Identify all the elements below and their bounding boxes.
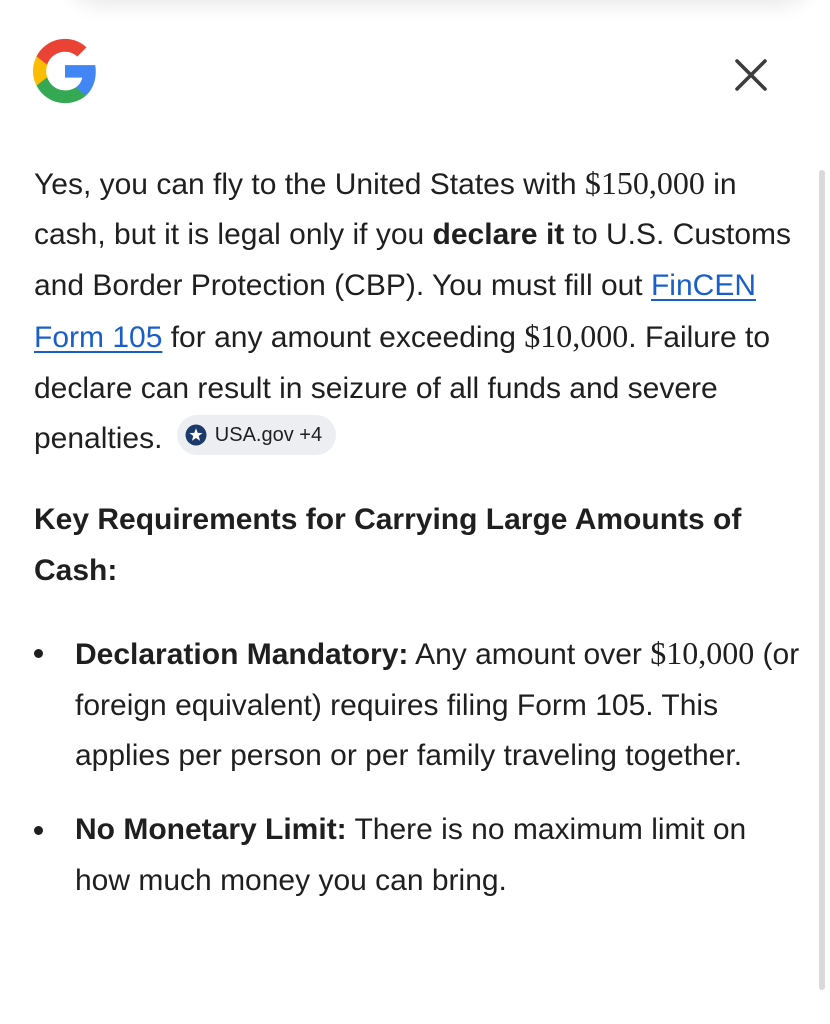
- google-g-icon: [30, 36, 100, 106]
- item-title: No Monetary Limit:: [75, 813, 347, 847]
- source-chip-label: USA.gov +4: [214, 424, 323, 447]
- answer-text: Yes, you can fly to the United States with: [34, 168, 585, 201]
- requirements-list: [34, 628, 804, 906]
- ai-answer-content: [34, 158, 804, 930]
- item-title: Declaration Mandatory:: [75, 638, 409, 672]
- fincen-form-105-link[interactable]: FinCEN Form 105: [34, 268, 756, 355]
- section-heading: Key Requirements for Carrying Large Amounts of Cash:: [34, 503, 742, 587]
- answer-text: . Failure to declare can result in seizure of all funds and severe penalties.: [34, 321, 771, 456]
- item-text: There is no maximum limit on how much money you can bring.: [75, 813, 747, 897]
- scrollbar[interactable]: [819, 170, 825, 990]
- answer-text: to U.S. Customs and Border Protection (CBP). You must fill out: [34, 218, 792, 302]
- amount-10000: $10,000: [524, 318, 629, 355]
- list-item: [34, 628, 804, 781]
- list-item: [34, 805, 804, 906]
- answer-paragraph: [34, 158, 804, 464]
- amount-150000: $150,000: [584, 165, 705, 201]
- close-button[interactable]: [726, 50, 776, 100]
- item-text: Any amount over: [408, 638, 651, 672]
- usa-gov-star-icon: [185, 424, 207, 446]
- close-icon: [734, 58, 768, 92]
- item-text: (or foreign equivalent) requires filing Form 105. This applies per person or per family traveling together.: [75, 638, 800, 773]
- source-chip[interactable]: [177, 415, 336, 455]
- amount-10000: $10,000: [650, 635, 755, 672]
- declare-emphasis: declare it: [432, 218, 565, 252]
- answer-text: for any amount exceeding: [162, 321, 525, 355]
- answer-text: in cash, but it is legal only if you: [34, 168, 737, 252]
